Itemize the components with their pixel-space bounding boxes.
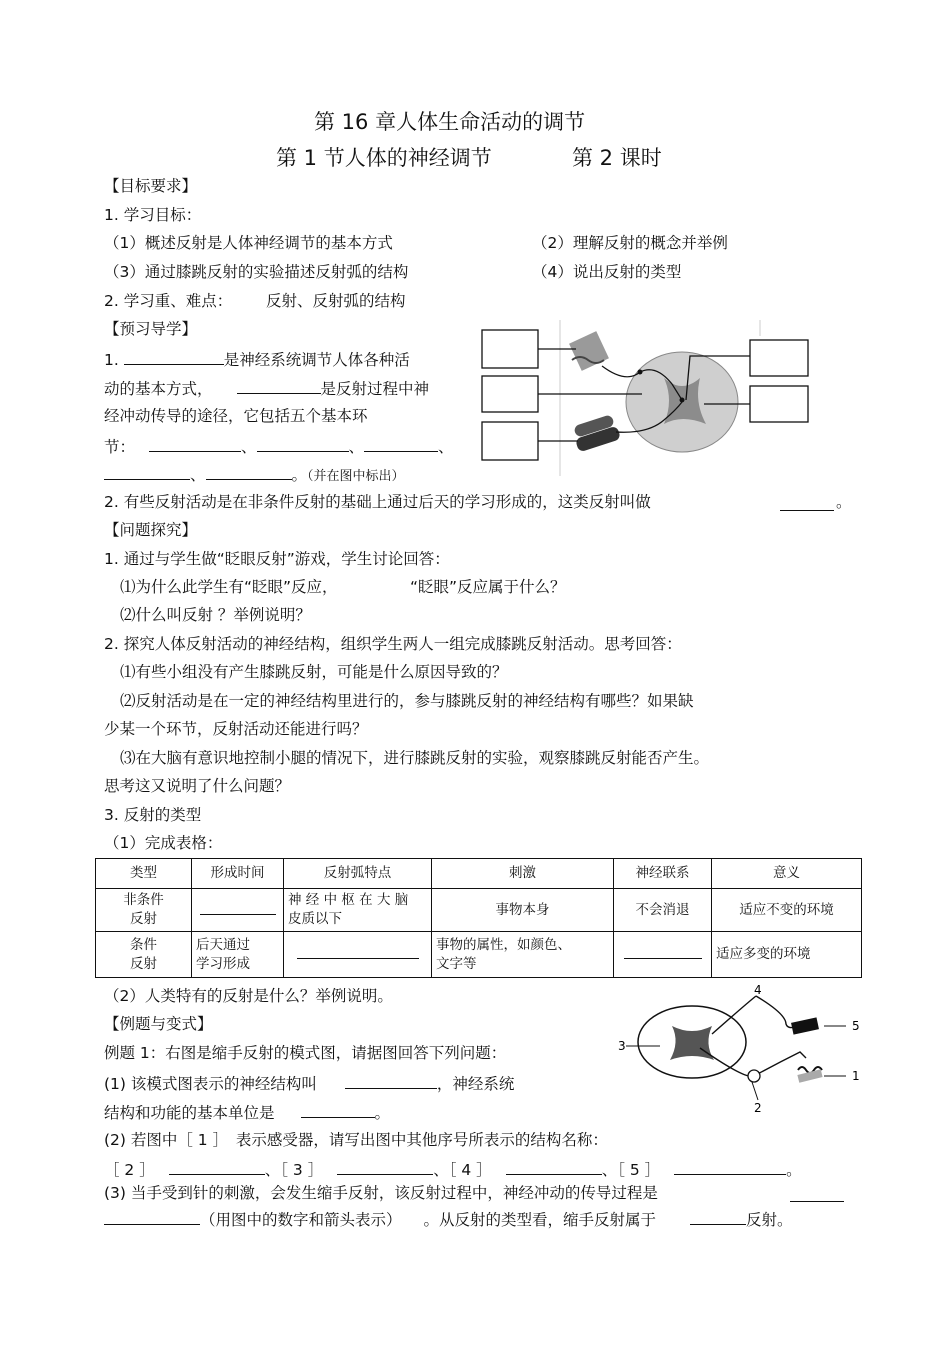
goals-header: 【目标要求】: [104, 177, 198, 195]
skin-receptor-icon: [569, 331, 609, 371]
example-p2: (2) 若图中［ 1 ］ 表示感受器，请写出图中其他序号所表示的结构名称：: [104, 1131, 608, 1149]
answer-blank[interactable]: [104, 1208, 200, 1225]
example-p1-line2: 结构和功能的基本单位是 。: [104, 1101, 390, 1123]
cell-type: 非条件 反射: [96, 889, 192, 932]
ganglion-icon: [748, 1070, 760, 1082]
label-5: 5: [852, 1019, 860, 1033]
inquiry-q2-1: ⑴有些小组没有产生膝跳反射，可能是什么原因导致的？: [120, 663, 508, 681]
inquiry-q1-1b: “眨眼”反应属于什么？: [410, 578, 566, 596]
preview-q2: 2. 有些反射活动是在非条件反射的基础上通过后天的学习形成的，这类反射叫做: [104, 493, 651, 511]
table-row: [96, 932, 862, 978]
q1-number: 1.: [104, 351, 119, 369]
preview-header: 【预习导学】: [104, 320, 198, 338]
answer-blank[interactable]: [257, 435, 349, 452]
table-header-row: [96, 859, 862, 889]
label-box-efferent[interactable]: [750, 386, 808, 422]
label-box-center[interactable]: [750, 340, 808, 376]
inquiry-q2-3b: 思考这又说明了什么问题？: [104, 777, 291, 795]
inquiry-q2-2b: 少某一个环节，反射活动还能进行吗？: [104, 720, 368, 738]
withdrawal-reflex-diagram: [616, 984, 862, 1116]
answer-blank[interactable]: [780, 494, 834, 511]
cell-meaning: 适应多变的环境: [712, 932, 862, 978]
table-row: [96, 889, 862, 932]
page-title: 第 16 章人体生命活动的调节: [314, 110, 586, 134]
learning-goals-label: 1. 学习目标：: [104, 206, 202, 224]
cell-stimulus: 事物的属性，如颜色、 文字等: [432, 932, 614, 978]
inquiry-q2: 2. 探究人体反射活动的神经结构，组织学生两人一组完成膝跳反射活动。思考回答：: [104, 635, 682, 653]
answer-blank-4[interactable]: [506, 1158, 602, 1175]
cell-type: 条件 反射: [96, 932, 192, 978]
label-box-receptor[interactable]: [482, 330, 538, 368]
preview-q1-line5: 、 。（并在图中标出）: [104, 463, 405, 487]
key-points-value: 反射、反射弧的结构: [266, 292, 406, 310]
cell-time: 后天通过 学习形成: [192, 932, 284, 978]
lesson-number: 第 2 课时: [572, 146, 662, 170]
example-p2-answers: ［ 2 ］ 、［ 3 ］ 、［ 4 ］ 、［ 5 ］ 。: [104, 1158, 802, 1180]
inquiry-header: 【问题探究】: [104, 521, 198, 539]
reflex-type-table: [95, 858, 862, 978]
inquiry-q1: 1. 通过与学生做“眨眼反射”游戏，学生讨论回答：: [104, 550, 450, 568]
answer-blank-3[interactable]: [337, 1158, 433, 1175]
q1-text-e: 节：: [104, 438, 136, 456]
inquiry-q2-3a: ⑶在大脑有意识地控制小腿的情况下，进行膝跳反射的实验，观察膝跳反射能否产生。: [120, 749, 710, 767]
cell-arc[interactable]: [284, 932, 432, 978]
muscle-effector-icon: [791, 1017, 819, 1034]
th-type: 类型: [96, 859, 192, 889]
answer-blank[interactable]: [690, 1208, 746, 1225]
diagram-note: （并在图中标出）: [307, 469, 405, 484]
answer-blank[interactable]: [301, 1101, 375, 1118]
th-meaning: 意义: [712, 859, 862, 889]
inquiry-q1-1a: ⑴为什么此学生有“眨眼”反应，: [120, 578, 338, 596]
cell-link: 不会消退: [614, 889, 712, 932]
key-points-label: 2. 学习重、难点：: [104, 292, 233, 310]
answer-blank[interactable]: [790, 1185, 844, 1202]
goal-3: （3）通过膝跳反射的实验描述反射弧的结构: [104, 263, 409, 281]
muscle-effector-icon: [573, 414, 621, 452]
example-p3-line2: （用图中的数字和箭头表示） 。从反射的类型看，缩手反射属于 反射。: [104, 1208, 793, 1230]
answer-blank[interactable]: [104, 463, 190, 480]
inquiry-q3-2: （2）人类特有的反射是什么？举例说明。: [104, 987, 393, 1005]
answer-blank[interactable]: [200, 900, 276, 915]
label-2: 2: [754, 1101, 762, 1115]
answer-blank[interactable]: [297, 944, 419, 959]
example-header: 【例题与变式】: [104, 1015, 213, 1033]
answer-blank[interactable]: [237, 377, 321, 394]
inquiry-q1-2: ⑵什么叫反射 ？举例说明？: [120, 606, 311, 624]
cell-stimulus: 事物本身: [432, 889, 614, 932]
preview-q1-line4: 节： 、 、 、: [104, 435, 454, 457]
th-arc: 反射弧特点: [284, 859, 432, 889]
answer-blank-5[interactable]: [674, 1158, 786, 1175]
answer-blank[interactable]: [206, 463, 292, 480]
skin-receptor-icon: [797, 1067, 822, 1083]
reflex-arc-diagram: [476, 320, 810, 476]
label-4: 4: [754, 983, 762, 997]
goal-4: （4）说出反射的类型: [532, 263, 682, 281]
inquiry-q2-2a: ⑵反射活动是在一定的神经结构里进行的，参与膝跳反射的神经结构有哪些？如果缺: [120, 692, 694, 710]
cell-time[interactable]: [192, 889, 284, 932]
example-p1-line1: (1) 该模式图表示的神经结构叫 ，神经系统: [104, 1072, 514, 1094]
th-stimulus: 刺激: [432, 859, 614, 889]
th-time: 形成时间: [192, 859, 284, 889]
answer-blank[interactable]: [364, 435, 438, 452]
answer-blank[interactable]: [149, 435, 241, 452]
preview-q1-line1: [104, 348, 410, 370]
label-1: 1: [852, 1069, 860, 1083]
th-link: 神经联系: [614, 859, 712, 889]
label-3: 3: [618, 1039, 626, 1053]
q1-text-c: 是反射过程中神: [320, 380, 430, 398]
goal-2: （2）理解反射的概念并举例: [532, 234, 728, 252]
cell-arc: 神 经 中 枢 在 大 脑 皮质以下: [284, 889, 432, 932]
inquiry-q3: 3. 反射的类型: [104, 806, 202, 824]
answer-blank[interactable]: [345, 1072, 437, 1089]
cell-link[interactable]: [614, 932, 712, 978]
label-box-afferent[interactable]: [482, 376, 538, 412]
goal-1: （1）概述反射是人体神经调节的基本方式: [104, 234, 393, 252]
example-intro: 例题 1：右图是缩手反射的模式图，请据图回答下列问题：: [104, 1044, 507, 1062]
answer-blank[interactable]: [624, 944, 702, 959]
label-box-effector[interactable]: [482, 422, 538, 460]
section-title: 第 1 节人体的神经调节: [276, 146, 492, 170]
preview-q1-line2: [104, 377, 429, 399]
cell-meaning: 适应不变的环境: [712, 889, 862, 932]
q1-text-b: 动的基本方式，: [104, 380, 213, 398]
answer-blank[interactable]: [124, 348, 224, 365]
example-p3a: (3) 当手受到针的刺激，会发生缩手反射，该反射过程中，神经冲动的传导过程是: [104, 1184, 658, 1202]
q1-text-a: 是神经系统调节人体各种活: [223, 351, 410, 369]
q1-text-d: 经冲动传导的途径，它包括五个基本环: [104, 407, 368, 425]
inquiry-q3-1: （1）完成表格：: [104, 834, 223, 852]
answer-blank-2[interactable]: [169, 1158, 265, 1175]
